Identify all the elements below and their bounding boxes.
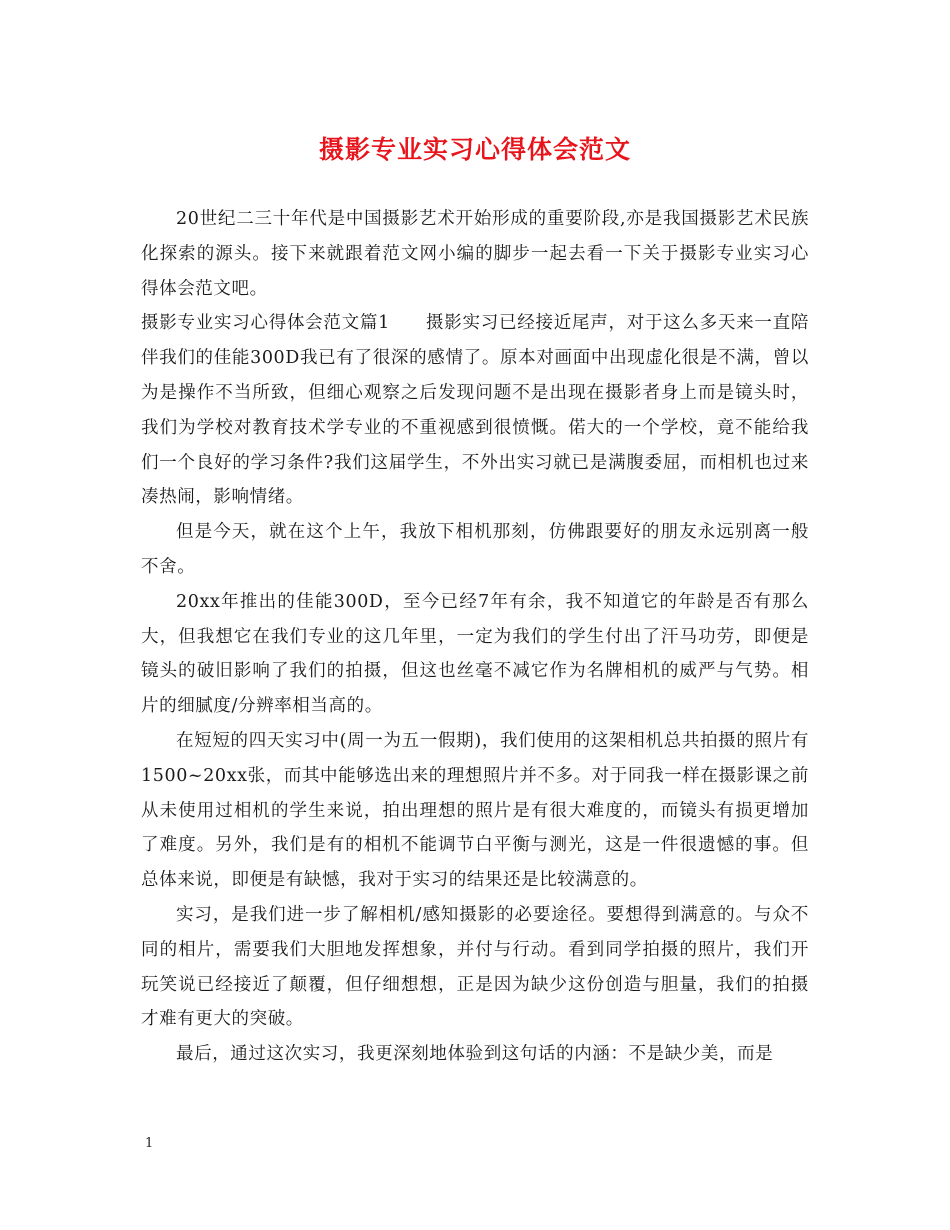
- body-paragraph-2: 但是今天，就在这个上午，我放下相机那刻，仿佛跟要好的朋友永远别离一般不舍。: [141, 522, 809, 577]
- page-number: 1: [145, 1136, 154, 1151]
- body-paragraph-6: 最后，通过这次实习，我更深刻地体验到这句话的内涵：不是缺少美，而是: [176, 1044, 774, 1065]
- section-first-paragraph: [141, 306, 809, 515]
- intro-paragraph: 20世纪二三十年代是中国摄影艺术开始形成的重要阶段,亦是我国摄影艺术民族化探索的源头。接下来就跟着范文网小编的脚步一起去看一下关于摄影专业实习心得体会范文吧。: [141, 209, 809, 299]
- document-body: [141, 202, 809, 1072]
- body-paragraph-3: 20xx年推出的佳能300D，至今已经7年有余，我不知道它的年龄是否有那么大，但我想它在我们专业的这几年里，一定为我们的学生付出了汗马功劳，即便是镜头的破旧影响了我们的拍摄，但这也丝毫不减它作为名牌相机的威严与气势。相片的细腻度/分辨率相当高的。: [141, 591, 809, 717]
- document-title: 摄影专业实习心得体会范文: [318, 135, 631, 164]
- section-heading: 摄影专业实习心得体会范文篇1: [141, 313, 390, 334]
- body-paragraph-4: 在短短的四天实习中(周一为五一假期)，我们使用的这架相机总共拍摄的照片有1500~20xx张，而其中能够选出来的理想照片并不多。对于同我一样在摄影课之前从未使用过相机的学生来说，拍出理想的照片是有很大难度的，而镜头有损更增加了难度。另外，我们是有的相机不能调节白平衡与测光，这是一件很遗憾的事。但总体来说，即便是有缺憾，我对于实习的结果还是比较满意的。: [141, 730, 809, 891]
- body-paragraph-5: 实习，是我们进一步了解相机/感知摄影的必要途径。要想得到满意的。与众不同的相片，需要我们大胆地发挥想象，并付与行动。看到同学拍摄的照片，我们开玩笑说已经接近了颠覆，但仔细想想，正是因为缺少这份创造与胆量，我们的拍摄才难有更大的突破。: [141, 904, 809, 1030]
- body-paragraph-1: 摄影实习已经接近尾声，对于这么多天来一直陪伴我们的佳能300D我已有了很深的感情了。原本对画面中出现虚化很是不满，曾以为是操作不当所致，但细心观察之后发现问题不是出现在摄影者身上而是镜头时，我们为学校对教育技术学专业的不重视感到很愤慨。偌大的一个学校，竟不能给我们一个良好的学习条件?我们这届学生，不外出实习就已是满腹委屈，而相机也过来凑热闹，影响情绪。: [141, 313, 809, 508]
